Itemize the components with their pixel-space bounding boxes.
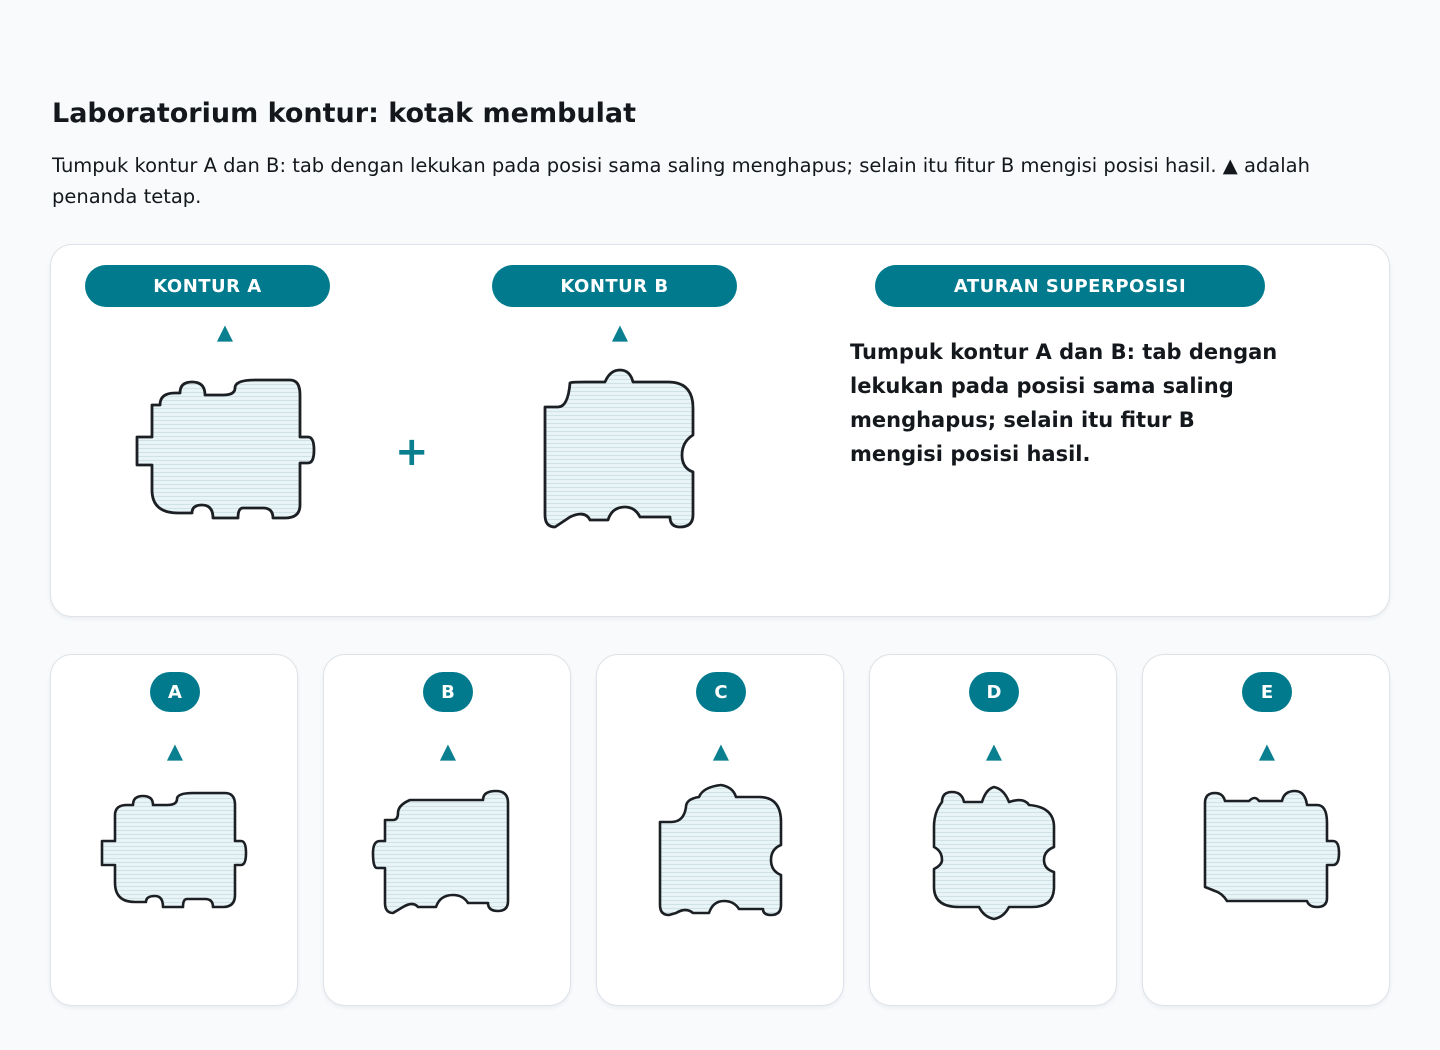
contour-a-label: KONTUR A	[85, 265, 330, 307]
option-d-shape	[914, 777, 1074, 927]
marker-triangle-icon: ▲	[712, 739, 730, 763]
superposition-rule-label: ATURAN SUPERPOSISI	[875, 265, 1265, 307]
option-badge: E	[1242, 672, 1292, 712]
option-card-b[interactable]	[323, 654, 571, 1006]
option-badge: A	[150, 672, 200, 712]
option-c-shape	[641, 777, 801, 927]
marker-triangle-icon: ▲	[1258, 739, 1276, 763]
marker-triangle-icon: ▲	[985, 739, 1003, 763]
marker-triangle-icon: ▲	[166, 739, 184, 763]
option-card-c[interactable]	[596, 654, 844, 1006]
option-b-shape	[368, 783, 528, 923]
option-card-e[interactable]	[1142, 654, 1390, 1006]
marker-triangle-icon: ▲	[611, 320, 629, 344]
option-card-a[interactable]	[50, 654, 298, 1006]
contour-a-shape	[120, 365, 330, 535]
superposition-rule-text: Tumpuk kontur A dan B: tab dengan lekukan pada posisi sama saling menghapus; selain itu fitur B mengisi posisi hasil.	[850, 340, 1278, 466]
page-title: Laboratorium kontur: kotak membulat	[52, 98, 637, 129]
option-badge: D	[969, 672, 1019, 712]
option-badge: B	[423, 672, 473, 712]
marker-triangle-icon: ▲	[216, 320, 234, 344]
contour-b-shape	[530, 360, 710, 540]
contour-b-label: KONTUR B	[492, 265, 737, 307]
option-card-d[interactable]	[869, 654, 1117, 1006]
option-a-shape	[95, 783, 255, 918]
option-e-shape	[1187, 783, 1347, 918]
option-badge: C	[696, 672, 746, 712]
marker-triangle-icon: ▲	[439, 739, 457, 763]
plus-operator: +	[395, 429, 429, 475]
page-description: Tumpuk kontur A dan B: tab dengan lekukan pada posisi sama saling menghapus; selain itu fitur B mengisi posisi hasil. ▲ adalah penanda tetap.	[52, 154, 1310, 208]
